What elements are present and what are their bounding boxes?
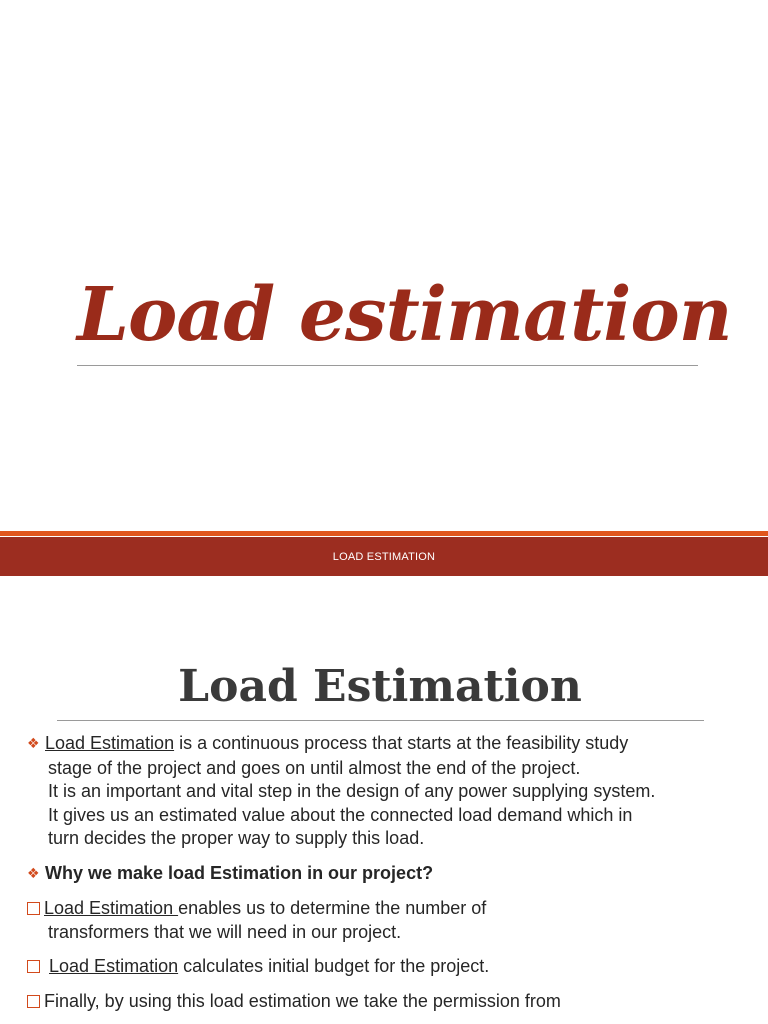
item-2-text: calculates initial budget for the project. [178, 956, 490, 976]
content-slide [0, 576, 768, 1024]
item-1-line-1: enables us to determine the number of [178, 898, 487, 918]
question-text: Why we make load Estimation in our project? [45, 862, 434, 883]
slide-body [27, 732, 737, 1024]
question-heading [27, 862, 737, 887]
content-slide-title: Load Estimation [178, 661, 582, 712]
definition-line-2: stage of the project and goes on until almost the end of the project. [48, 757, 581, 778]
definition-paragraph [27, 732, 737, 851]
slide-title: Load estimation [77, 272, 732, 358]
definition-line-1: is a continuous process that starts at the feasibility study [174, 733, 629, 753]
term-load-estimation: Load Estimation [45, 733, 175, 753]
footer-band [0, 537, 768, 576]
checkbox-bullet-icon [27, 960, 40, 973]
checkbox-bullet-icon [27, 902, 40, 915]
list-item [27, 990, 737, 1014]
diamond-bullet-icon: ❖ [27, 736, 40, 752]
checkbox-bullet-icon [27, 995, 40, 1008]
content-title-divider [57, 720, 704, 721]
item-1-line-2: transformers that we will need in our project. [48, 921, 402, 942]
title-divider [77, 365, 698, 366]
diamond-bullet-icon: ❖ [27, 865, 40, 882]
term-load-estimation: Load Estimation [44, 898, 179, 918]
definition-line-5: turn decides the proper way to supply this load. [48, 828, 425, 848]
definition-line-4: It gives us an estimated value about the connected load demand which in [48, 804, 633, 825]
footer-accent-stripe [0, 531, 768, 536]
item-3-text: Finally, by using this load estimation we take the permission from [44, 990, 561, 1011]
list-item [27, 897, 737, 944]
definition-line-3: It is an important and vital step in the design of any power supplying system. [48, 781, 656, 801]
list-item [27, 955, 737, 979]
term-load-estimation: Load Estimation [49, 956, 179, 976]
footer-text: LOAD ESTIMATION [332, 550, 436, 563]
